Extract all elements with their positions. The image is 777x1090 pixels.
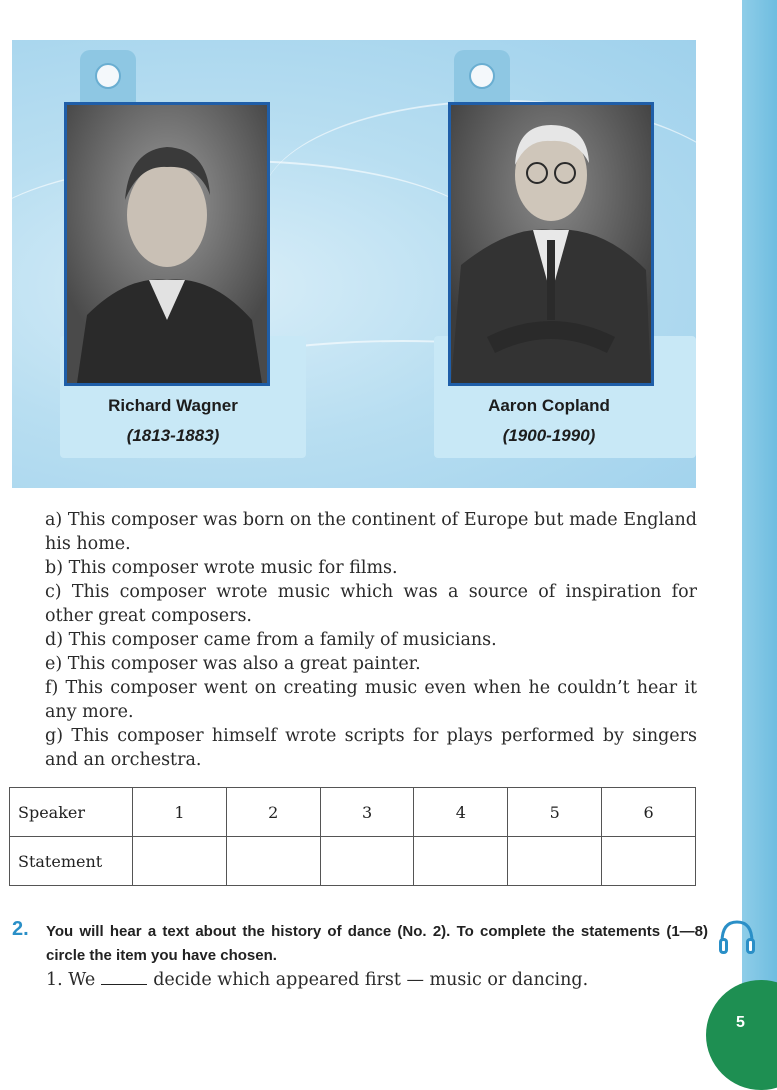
row-header-speaker: Speaker: [10, 788, 133, 837]
answer-cell[interactable]: [602, 837, 696, 886]
wagner-portrait: [64, 102, 270, 386]
answer-cell[interactable]: [133, 837, 227, 886]
speaker-cell: 1: [133, 788, 227, 837]
statement-item: d) This composer came from a family of musicians.: [45, 630, 497, 650]
task-instruction: You will hear a text about the history of dance (No. 2). To complete the statements (1—8) circle the item you have chosen.: [46, 923, 708, 964]
answer-table: [9, 787, 696, 886]
portrait-illustration: [451, 105, 651, 383]
fill-in-blank[interactable]: [101, 984, 147, 985]
speaker-row: [10, 788, 696, 837]
pin-hole: [95, 63, 121, 89]
task-number: 2.: [12, 918, 29, 940]
statement-item: f) This composer went on creating music even when he couldn’t hear it any more.: [45, 678, 697, 722]
composer-dates: (1813-1883): [126, 426, 220, 445]
composer-dates: (1900-1990): [502, 426, 596, 445]
speaker-cell: 4: [414, 788, 508, 837]
composer-banner: [12, 40, 696, 488]
side-decoration-strip: [742, 0, 777, 1045]
composer-name: Aaron Copland: [488, 396, 610, 415]
answer-cell[interactable]: [414, 837, 508, 886]
speaker-cell: 2: [226, 788, 320, 837]
row-header-statement: Statement: [10, 837, 133, 886]
copland-portrait: [448, 102, 654, 386]
item-prefix: 1. We: [46, 970, 96, 990]
pin-hole: [469, 63, 495, 89]
page-number: 5: [736, 1014, 745, 1031]
portrait-illustration: [67, 105, 267, 383]
speaker-cell: 6: [602, 788, 696, 837]
statement-item: e) This composer was also a great painter.: [45, 654, 421, 674]
statement-item: g) This composer himself wrote scripts for plays performed by singers and an orchestra.: [45, 726, 697, 770]
task-item-1: [46, 970, 588, 990]
headphones-icon: [716, 916, 758, 958]
answer-cell[interactable]: [320, 837, 414, 886]
statement-item: c) This composer wrote music which was a source of inspiration for other great composers.: [45, 582, 697, 626]
statement-item: b) This composer wrote music for films.: [45, 558, 398, 578]
statement-row: [10, 837, 696, 886]
composer-name: Richard Wagner: [108, 396, 238, 415]
answer-cell[interactable]: [226, 837, 320, 886]
speaker-cell: 3: [320, 788, 414, 837]
speaker-cell: 5: [508, 788, 602, 837]
page-number-badge: [706, 980, 777, 1090]
statement-list: [45, 508, 697, 772]
statement-item: a) This composer was born on the continent of Europe but made England his home.: [45, 510, 697, 554]
answer-cell[interactable]: [508, 837, 602, 886]
item-suffix: decide which appeared first — music or dancing.: [153, 970, 589, 990]
